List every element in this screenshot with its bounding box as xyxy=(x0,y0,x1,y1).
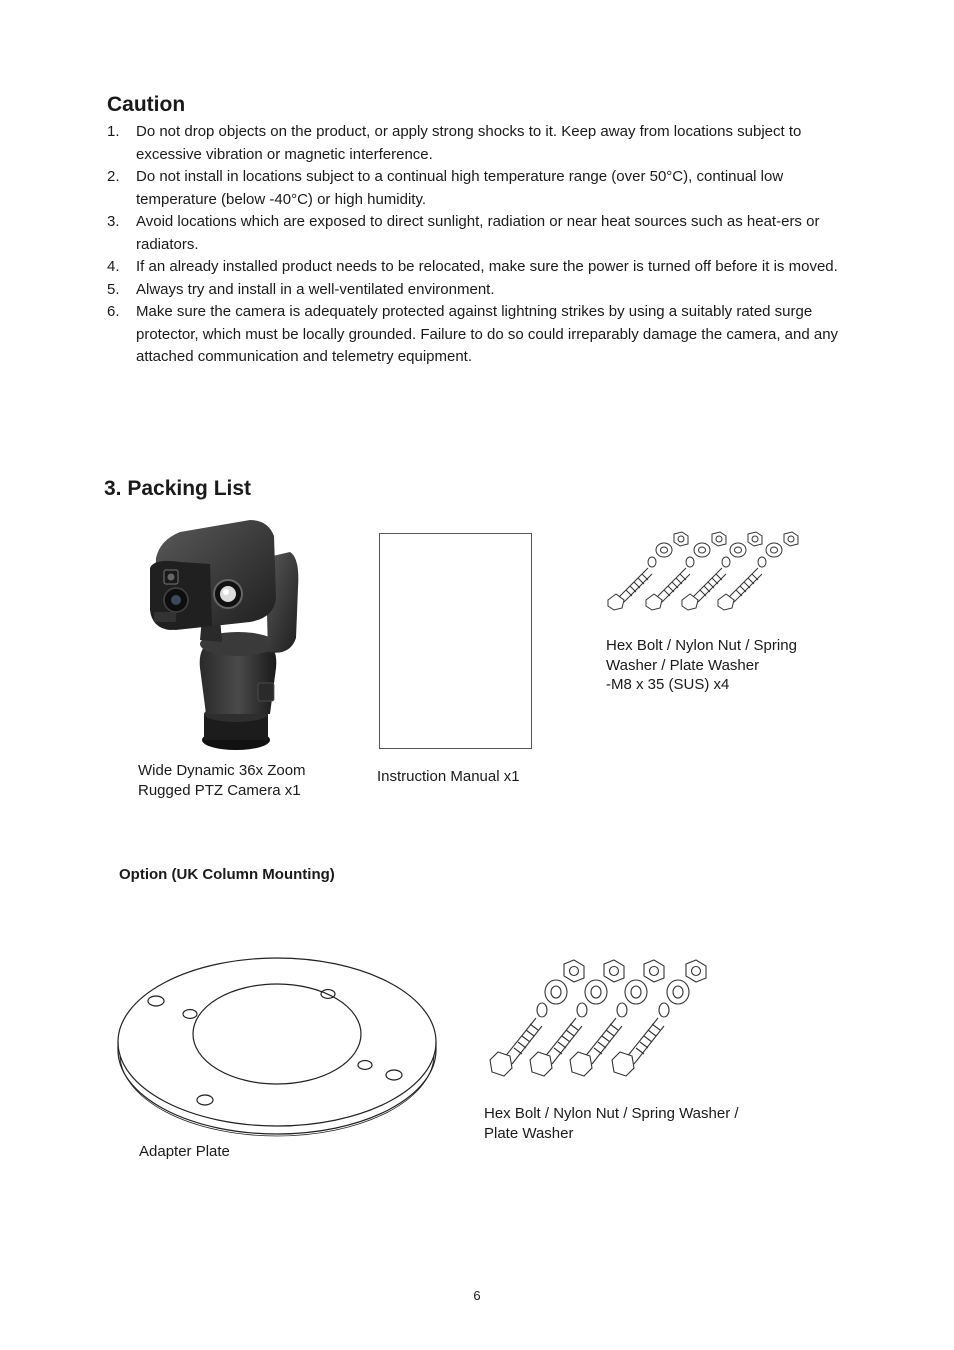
list-item xyxy=(105,211,850,256)
list-item-number: 1. xyxy=(107,123,120,140)
list-item-number: 2. xyxy=(107,168,120,185)
list-item-number: 6. xyxy=(107,303,120,320)
list-item-number: 5. xyxy=(107,280,120,298)
option-bolts-caption xyxy=(484,1104,739,1143)
list-item-text: Always try and install in a well-ventilated environment. xyxy=(136,280,495,298)
caution-heading: Caution xyxy=(107,93,186,116)
hex-bolt-set-large-image xyxy=(486,958,708,1080)
manual-caption: Instruction Manual x1 xyxy=(377,768,520,785)
page-number: 6 xyxy=(473,1288,481,1303)
bolts-caption-line1: Hex Bolt / Nylon Nut / Spring xyxy=(606,637,797,654)
bolts-caption-line2: Washer / Plate Washer xyxy=(606,656,760,674)
adapter-plate-image xyxy=(114,954,440,1136)
bolts-caption-line3: -M8 x 35 (SUS) x4 xyxy=(606,676,730,693)
hex-bolt-set-image xyxy=(604,530,800,614)
list-item-text: Do not install in locations subject to a continual high temperature range (over 50°C), continual low temperature (below -40°C) or high humidity. xyxy=(136,168,784,208)
bolts-caption xyxy=(606,636,797,695)
camera-caption-line2: Rugged PTZ Camera x1 xyxy=(138,781,301,799)
list-item xyxy=(105,279,850,302)
list-item xyxy=(105,166,850,211)
camera-caption-line1: Wide Dynamic 36x Zoom xyxy=(138,762,306,779)
ptz-camera-image xyxy=(140,518,310,754)
caution-list xyxy=(105,121,850,369)
list-item-text: If an already installed product needs to be relocated, make sure the power is turned off before it is moved. xyxy=(136,258,838,275)
list-item-text: Avoid locations which are exposed to direct sunlight, radiation or near heat sources such as heat-ers or radiators. xyxy=(136,213,820,253)
option-bolts-caption-line2: Plate Washer xyxy=(484,1124,574,1142)
camera-caption xyxy=(138,761,306,800)
adapter-plate-caption: Adapter Plate xyxy=(139,1143,230,1160)
list-item xyxy=(105,256,850,279)
list-item xyxy=(105,301,850,369)
list-item-number: 4. xyxy=(107,258,120,275)
option-heading: Option (UK Column Mounting) xyxy=(119,866,335,883)
instruction-manual-image xyxy=(379,533,532,749)
list-item-text: Do not drop objects on the product, or apply strong shocks to it. Keep away from locations subject to excessive vibration or magnetic interference. xyxy=(136,123,802,163)
list-item-text: Make sure the camera is adequately protected against lightning strikes by using a suitably rated surge protector, which must be locally grounded. Failure to do so could irreparably damage the camera, and any attached communication and telemetry equipment. xyxy=(136,303,839,365)
option-bolts-caption-line1: Hex Bolt / Nylon Nut / Spring Washer / xyxy=(484,1105,739,1122)
list-item xyxy=(105,121,850,166)
list-item-number: 3. xyxy=(107,213,120,230)
packing-list-heading: 3. Packing List xyxy=(104,477,252,500)
